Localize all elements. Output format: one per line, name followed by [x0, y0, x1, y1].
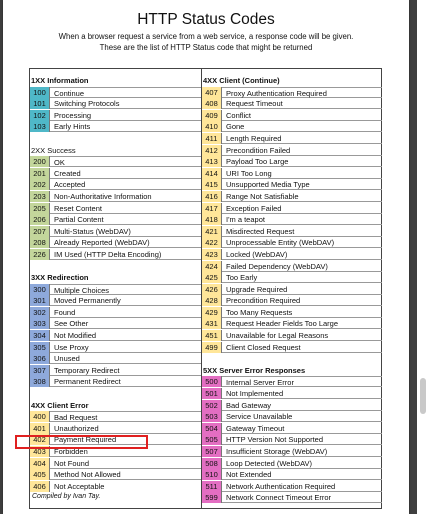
status-description: Unused	[50, 353, 201, 364]
section-header-label: 5XX Server Error Responses	[203, 365, 306, 375]
status-row-501	[202, 388, 382, 400]
status-code: 410	[202, 121, 222, 132]
status-code: 226	[30, 249, 50, 260]
scrollbar-thumb[interactable]	[420, 378, 426, 414]
page-title: HTTP Status Codes	[137, 11, 275, 28]
status-code: 303	[30, 318, 50, 329]
status-code: 417	[202, 203, 222, 214]
status-description: Not Acceptable	[54, 481, 105, 491]
status-code: 404	[30, 458, 50, 469]
status-code: 101	[30, 98, 50, 109]
status-code: 409	[202, 110, 222, 121]
spacer-row	[30, 133, 201, 145]
status-description: Switching Protocols	[50, 98, 201, 109]
status-row-508	[202, 458, 382, 470]
section-header	[30, 272, 201, 284]
status-description: Found	[50, 307, 201, 318]
status-code: 307	[30, 365, 50, 376]
status-code: 416	[202, 191, 222, 202]
status-description: Locked (WebDAV)	[222, 249, 382, 260]
highlight-box-402	[15, 435, 148, 449]
status-row-421	[202, 226, 382, 238]
status-code: 300	[30, 284, 50, 295]
status-code: 423	[202, 249, 222, 260]
status-description: Forbidden	[50, 446, 201, 457]
status-row-308	[30, 376, 201, 388]
status-description: Non-Authoritative Information	[50, 191, 201, 202]
status-code: 422	[202, 237, 222, 248]
status-code: 505	[202, 434, 222, 445]
status-code: 103	[30, 121, 50, 132]
status-description: Permanent Redirect	[50, 376, 201, 387]
status-code: 424	[202, 261, 222, 272]
status-row-300	[30, 284, 201, 296]
status-row-504	[202, 423, 382, 435]
status-row-405	[30, 469, 201, 481]
status-description: Accepted	[50, 179, 201, 190]
status-row-408	[202, 98, 382, 110]
status-description: Unavailable for Legal Reasons	[222, 330, 382, 341]
status-code: 201	[30, 168, 50, 179]
status-row-207	[30, 226, 201, 238]
status-row-100	[30, 87, 201, 99]
status-description: Request Timeout	[222, 98, 382, 109]
status-row-424	[202, 261, 382, 273]
status-description: Bad Gateway	[222, 400, 382, 411]
status-description: Processing	[50, 110, 201, 121]
status-row-400	[30, 411, 201, 423]
status-code: 507	[202, 446, 222, 457]
status-description: Insufficient Storage (WebDAV)	[222, 446, 382, 457]
status-row-407	[202, 87, 382, 99]
status-code: 412	[202, 145, 222, 156]
status-description: Unsupported Media Type	[222, 179, 382, 190]
scrollbar-track[interactable]	[417, 0, 431, 514]
status-row-103	[30, 121, 201, 133]
status-description: Gateway Timeout	[222, 423, 382, 434]
status-code: 206	[30, 214, 50, 225]
section-header	[30, 400, 201, 412]
status-code: 504	[202, 423, 222, 434]
status-code: 429	[202, 307, 222, 318]
status-description: Not Modified	[50, 330, 201, 341]
status-description: Request Header Fields Too Large	[222, 318, 382, 329]
status-code: 415	[202, 179, 222, 190]
status-code: 205	[30, 203, 50, 214]
status-row-505	[202, 434, 382, 446]
status-description: Precondition Required	[222, 295, 382, 306]
status-row-226	[30, 249, 201, 261]
status-description: URI Too Long	[222, 168, 382, 179]
page-subtitle-line-1: When a browser request a service from a web service, a response code will be given.	[58, 32, 354, 41]
section-header-label: 4XX Client (Continue)	[203, 76, 280, 85]
status-row-414	[202, 168, 382, 180]
status-row-502	[202, 400, 382, 412]
status-row-205	[30, 203, 201, 215]
status-row-203	[30, 191, 201, 203]
status-row-301	[30, 295, 201, 307]
status-description: Proxy Authentication Required	[222, 87, 382, 98]
status-code: 502	[202, 400, 222, 411]
status-description: Unprocessable Entity (WebDAV)	[222, 237, 382, 248]
status-description: Client Closed Request	[222, 342, 382, 353]
status-row-428	[202, 295, 382, 307]
status-description: Multi-Status (WebDAV)	[50, 226, 201, 237]
status-code: 207	[30, 226, 50, 237]
status-row-425	[202, 272, 382, 284]
status-description: See Other	[50, 318, 201, 329]
status-code: 408	[202, 98, 222, 109]
status-row-303	[30, 318, 201, 330]
status-description: IM Used (HTTP Delta Encoding)	[50, 249, 201, 260]
status-row-426	[202, 284, 382, 296]
status-row-206	[30, 214, 201, 226]
status-row-406	[30, 481, 201, 493]
status-row-499	[202, 342, 382, 354]
status-code: 400	[30, 411, 50, 422]
status-row-305	[30, 342, 201, 354]
status-description: Misdirected Request	[222, 226, 382, 237]
status-description: Multiple Choices	[50, 284, 201, 295]
status-row-418	[202, 214, 382, 226]
section-header	[202, 365, 382, 377]
status-description: Payment Required	[50, 434, 201, 445]
section-header	[30, 75, 201, 87]
status-code: 428	[202, 295, 222, 306]
status-description: Bad Request	[50, 411, 201, 422]
status-row-101	[30, 98, 201, 110]
status-description: Conflict	[222, 110, 382, 121]
section-header-label: 3XX Redirection	[31, 273, 89, 283]
status-row-503	[202, 411, 382, 423]
status-description: Length Required	[222, 133, 382, 144]
status-code: 407	[202, 87, 222, 98]
status-description: Loop Detected (WebDAV)	[222, 458, 382, 469]
status-row-208	[30, 237, 201, 249]
status-code: 308	[30, 376, 50, 387]
status-description: Too Early	[222, 272, 382, 283]
status-description: Unauthorized	[50, 423, 201, 434]
spacer-row	[202, 353, 382, 365]
status-row-401	[30, 423, 201, 435]
status-code: 403	[30, 446, 50, 457]
status-row-416	[202, 191, 382, 203]
spacer-row	[30, 388, 201, 400]
status-description: Continue	[50, 87, 201, 98]
status-code: 305	[30, 342, 50, 353]
status-description: Payload Too Large	[222, 156, 382, 167]
status-description: Use Proxy	[50, 342, 201, 353]
status-description: Exception Failed	[222, 203, 382, 214]
status-row-202	[30, 179, 201, 191]
status-description: Failed Dependency (WebDAV)	[222, 261, 382, 272]
status-row-409	[202, 110, 382, 122]
left-column	[30, 75, 201, 492]
status-row-423	[202, 249, 382, 261]
status-row-422	[202, 237, 382, 249]
compiled-by-note: Compiled by Ivan Tay.	[32, 493, 101, 500]
status-code: 451	[202, 330, 222, 341]
status-description: Upgrade Required	[222, 284, 382, 295]
status-code: 304	[30, 330, 50, 341]
status-description: Partial Content	[50, 214, 201, 225]
status-code: 508	[202, 458, 222, 469]
status-code: 599	[202, 492, 222, 503]
status-description: Reset Content	[50, 203, 201, 214]
status-description: Precondition Failed	[222, 145, 382, 156]
status-code: 510	[202, 469, 222, 480]
section-header-label: 4XX Client Error	[31, 400, 89, 410]
status-description: Internal Server Error	[222, 376, 382, 387]
status-row-200	[30, 156, 201, 168]
status-code: 431	[202, 318, 222, 329]
status-row-410	[202, 121, 382, 133]
status-description: Gone	[222, 121, 382, 132]
status-code: 401	[30, 423, 50, 434]
status-row-412	[202, 145, 382, 157]
status-row-451	[202, 330, 382, 342]
status-code: 501	[202, 388, 222, 399]
status-description: Not Found	[50, 458, 201, 469]
status-code: 414	[202, 168, 222, 179]
status-row-507	[202, 446, 382, 458]
status-row-415	[202, 179, 382, 191]
status-description: Method Not Allowed	[50, 469, 201, 480]
status-row-431	[202, 318, 382, 330]
status-row-102	[30, 110, 201, 122]
status-description: Service Unavailable	[222, 411, 382, 422]
status-code: 402	[30, 434, 50, 445]
status-code: 406	[30, 481, 50, 492]
status-description: Temporary Redirect	[50, 365, 201, 376]
status-code: 411	[202, 133, 222, 144]
status-description: Created	[50, 168, 201, 179]
status-code: 511	[202, 481, 222, 492]
status-row-413	[202, 156, 382, 168]
status-row-307	[30, 365, 201, 377]
status-row-304	[30, 330, 201, 342]
status-row-500	[202, 376, 382, 388]
status-description: Network Authentication Required	[222, 481, 382, 492]
status-row-201	[30, 168, 201, 180]
spacer-row	[30, 261, 201, 273]
status-row-429	[202, 307, 382, 319]
status-description: Early Hints	[50, 121, 201, 132]
status-description: Moved Permanently	[50, 295, 201, 306]
status-code: 100	[30, 87, 50, 98]
status-code: 500	[202, 376, 222, 387]
status-code: 425	[202, 272, 222, 283]
status-description: Not Implemented	[222, 388, 382, 399]
status-code: 302	[30, 307, 50, 318]
status-code: 421	[202, 226, 222, 237]
status-row-510	[202, 469, 382, 481]
section-header-label: 2XX Success	[31, 145, 76, 155]
page-subtitle-line-2: These are the list of HTTP Status code that might be returned	[99, 43, 313, 52]
status-description: Range Not Satisfiable	[222, 191, 382, 202]
status-code: 202	[30, 179, 50, 190]
status-code: 418	[202, 214, 222, 225]
status-description: OK	[50, 156, 201, 167]
status-row-599	[202, 492, 382, 504]
status-description: I'm a teapot	[222, 214, 382, 225]
status-code: 499	[202, 342, 222, 353]
status-code: 306	[30, 353, 50, 364]
status-description: Network Connect Timeout Error	[222, 492, 382, 503]
status-description: Too Many Requests	[222, 307, 382, 318]
status-code: 301	[30, 295, 50, 306]
status-description: Already Reported (WebDAV)	[50, 237, 201, 248]
status-row-417	[202, 203, 382, 215]
section-header	[202, 75, 382, 87]
status-code: 413	[202, 156, 222, 167]
status-code: 200	[30, 156, 50, 167]
section-header	[30, 145, 201, 157]
section-header-label: 1XX Information	[31, 76, 89, 85]
right-column	[202, 75, 382, 504]
status-code: 405	[30, 469, 50, 480]
status-description: Not Extended	[222, 469, 382, 480]
status-code: 426	[202, 284, 222, 295]
status-row-302	[30, 307, 201, 319]
status-code: 208	[30, 237, 50, 248]
status-code: 503	[202, 411, 222, 422]
status-code: 203	[30, 191, 50, 202]
status-code: 102	[30, 110, 50, 121]
status-row-411	[202, 133, 382, 145]
status-row-511	[202, 481, 382, 493]
status-row-404	[30, 458, 201, 470]
status-row-306	[30, 353, 201, 365]
status-description: HTTP Version Not Supported	[222, 434, 382, 445]
